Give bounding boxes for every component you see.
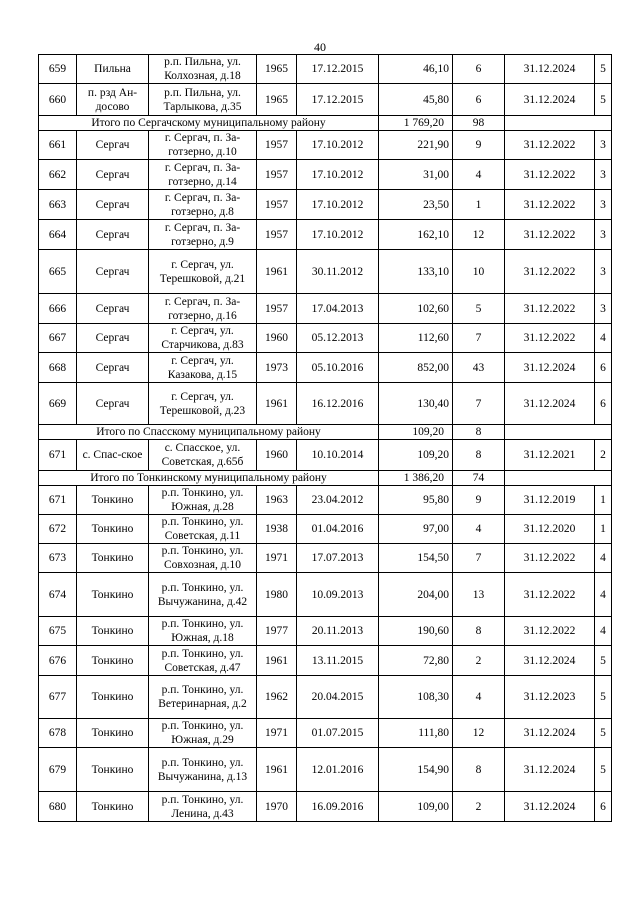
address: г. Сергач, п. За-готзерно, д.14 (149, 160, 257, 190)
address: р.п. Тонкино, ул. Совхозная, д.10 (149, 544, 257, 573)
table-row (39, 160, 612, 190)
stage-number: 1 (595, 486, 612, 515)
address: р.п. Тонкино, ул. Вычужанина, д.42 (149, 573, 257, 617)
deadline-date: 31.12.2024 (505, 353, 595, 383)
stage-number: 5 (595, 646, 612, 676)
subtotal-area: 1 386,20 (379, 471, 453, 486)
recognition-date: 23.04.2012 (297, 486, 379, 515)
build-year: 1965 (257, 84, 297, 116)
table-row (39, 250, 612, 294)
row-number: 667 (39, 324, 77, 353)
address: г. Сергач, ул. Терешковой, д.21 (149, 250, 257, 294)
subtotal-label: Итого по Сергачскому муниципальному району (39, 116, 379, 131)
locality: Тонкино (77, 573, 149, 617)
deadline-date: 31.12.2024 (505, 84, 595, 116)
stage-number: 3 (595, 294, 612, 324)
area-value: 112,60 (379, 324, 453, 353)
deadline-date: 31.12.2024 (505, 646, 595, 676)
residents-count: 4 (453, 160, 505, 190)
residents-count: 7 (453, 383, 505, 425)
area-value: 221,90 (379, 131, 453, 160)
locality: Тонкино (77, 617, 149, 646)
residents-count: 2 (453, 792, 505, 822)
row-number: 661 (39, 131, 77, 160)
locality: Сергач (77, 324, 149, 353)
residents-count: 10 (453, 250, 505, 294)
row-number: 659 (39, 55, 77, 84)
residents-count: 4 (453, 515, 505, 544)
address: р.п. Тонкино, ул. Южная, д.18 (149, 617, 257, 646)
address: г. Сергач, п. За-готзерно, д.8 (149, 190, 257, 220)
subtotal-label: Итого по Спасскому муниципальному району (39, 425, 379, 440)
residents-count: 9 (453, 486, 505, 515)
stage-number: 4 (595, 324, 612, 353)
area-value: 154,90 (379, 748, 453, 792)
address: г. Сергач, п. За-готзерно, д.16 (149, 294, 257, 324)
subtotal-area: 1 769,20 (379, 116, 453, 131)
locality: Сергач (77, 160, 149, 190)
stage-number: 5 (595, 676, 612, 719)
deadline-date: 31.12.2024 (505, 383, 595, 425)
residents-count: 13 (453, 573, 505, 617)
locality: Тонкино (77, 544, 149, 573)
deadline-date: 31.12.2022 (505, 294, 595, 324)
address: р.п. Тонкино, ул. Южная, д.29 (149, 719, 257, 748)
deadline-date: 31.12.2022 (505, 160, 595, 190)
table-row (39, 515, 612, 544)
area-value: 133,10 (379, 250, 453, 294)
area-value: 162,10 (379, 220, 453, 250)
area-value: 97,00 (379, 515, 453, 544)
stage-number: 5 (595, 748, 612, 792)
deadline-date: 31.12.2024 (505, 719, 595, 748)
locality: Сергач (77, 353, 149, 383)
area-value: 102,60 (379, 294, 453, 324)
deadline-date: 31.12.2022 (505, 573, 595, 617)
stage-number: 6 (595, 353, 612, 383)
stage-number: 5 (595, 84, 612, 116)
subtotal-row (39, 116, 612, 131)
recognition-date: 01.07.2015 (297, 719, 379, 748)
address: с. Спасское, ул. Советская, д.65б (149, 440, 257, 471)
stage-number: 3 (595, 190, 612, 220)
build-year: 1961 (257, 748, 297, 792)
deadline-date: 31.12.2024 (505, 55, 595, 84)
address: р.п. Пильна, ул. Тарлыкова, д.35 (149, 84, 257, 116)
area-value: 95,80 (379, 486, 453, 515)
deadline-date: 31.12.2022 (505, 544, 595, 573)
page-number: 40 (314, 40, 326, 54)
table-row (39, 719, 612, 748)
table-row (39, 544, 612, 573)
recognition-date: 17.12.2015 (297, 55, 379, 84)
row-number: 665 (39, 250, 77, 294)
recognition-date: 17.07.2013 (297, 544, 379, 573)
deadline-date: 31.12.2022 (505, 617, 595, 646)
area-value: 109,20 (379, 440, 453, 471)
residents-count: 12 (453, 220, 505, 250)
build-year: 1961 (257, 383, 297, 425)
row-number: 675 (39, 617, 77, 646)
residents-count: 12 (453, 719, 505, 748)
address: р.п. Пильна, ул. Колхозная, д.18 (149, 55, 257, 84)
recognition-date: 30.11.2012 (297, 250, 379, 294)
subtotal-empty (505, 116, 612, 131)
deadline-date: 31.12.2022 (505, 190, 595, 220)
build-year: 1971 (257, 544, 297, 573)
stage-number: 6 (595, 792, 612, 822)
row-number: 662 (39, 160, 77, 190)
deadline-date: 31.12.2022 (505, 131, 595, 160)
build-year: 1957 (257, 294, 297, 324)
row-number: 677 (39, 676, 77, 719)
recognition-date: 05.12.2013 (297, 324, 379, 353)
stage-number: 2 (595, 440, 612, 471)
locality: Пильна (77, 55, 149, 84)
table-row (39, 190, 612, 220)
residents-count: 4 (453, 676, 505, 719)
recognition-date: 20.04.2015 (297, 676, 379, 719)
locality: Сергач (77, 220, 149, 250)
recognition-date: 13.11.2015 (297, 646, 379, 676)
stage-number: 6 (595, 383, 612, 425)
area-value: 109,00 (379, 792, 453, 822)
deadline-date: 31.12.2019 (505, 486, 595, 515)
area-value: 111,80 (379, 719, 453, 748)
subtotal-row (39, 425, 612, 440)
deadline-date: 31.12.2022 (505, 324, 595, 353)
area-value: 154,50 (379, 544, 453, 573)
locality: Тонкино (77, 515, 149, 544)
residents-count: 2 (453, 646, 505, 676)
stage-number: 5 (595, 719, 612, 748)
address: г. Сергач, ул. Терешковой, д.23 (149, 383, 257, 425)
locality: Тонкино (77, 748, 149, 792)
build-year: 1957 (257, 190, 297, 220)
subtotal-row (39, 471, 612, 486)
recognition-date: 17.10.2012 (297, 131, 379, 160)
recognition-date: 17.10.2012 (297, 190, 379, 220)
recognition-date: 17.10.2012 (297, 160, 379, 190)
row-number: 664 (39, 220, 77, 250)
table-row (39, 617, 612, 646)
address: р.п. Тонкино, ул. Советская, д.47 (149, 646, 257, 676)
subtotal-label: Итого по Тонкинскому муниципальному району (39, 471, 379, 486)
residents-count: 7 (453, 544, 505, 573)
locality: Сергач (77, 131, 149, 160)
area-value: 108,30 (379, 676, 453, 719)
area-value: 130,40 (379, 383, 453, 425)
subtotal-count: 8 (453, 425, 505, 440)
housing-register-table (38, 54, 612, 822)
table-row (39, 792, 612, 822)
table-row (39, 383, 612, 425)
residents-count: 1 (453, 190, 505, 220)
row-number: 673 (39, 544, 77, 573)
address: г. Сергач, п. За-готзерно, д.10 (149, 131, 257, 160)
stage-number: 3 (595, 250, 612, 294)
table-row (39, 131, 612, 160)
row-number: 660 (39, 84, 77, 116)
address: г. Сергач, п. За-готзерно, д.9 (149, 220, 257, 250)
residents-count: 7 (453, 324, 505, 353)
address: г. Сергач, ул. Старчикова, д.83 (149, 324, 257, 353)
stage-number: 1 (595, 515, 612, 544)
build-year: 1938 (257, 515, 297, 544)
table-row (39, 353, 612, 383)
locality: Тонкино (77, 646, 149, 676)
recognition-date: 17.12.2015 (297, 84, 379, 116)
stage-number: 5 (595, 55, 612, 84)
recognition-date: 10.10.2014 (297, 440, 379, 471)
deadline-date: 31.12.2022 (505, 220, 595, 250)
area-value: 190,60 (379, 617, 453, 646)
recognition-date: 10.09.2013 (297, 573, 379, 617)
table-row (39, 486, 612, 515)
subtotal-count: 98 (453, 116, 505, 131)
deadline-date: 31.12.2022 (505, 250, 595, 294)
table-row (39, 676, 612, 719)
recognition-date: 05.10.2016 (297, 353, 379, 383)
stage-number: 4 (595, 617, 612, 646)
recognition-date: 17.10.2012 (297, 220, 379, 250)
table-row (39, 55, 612, 84)
subtotal-area: 109,20 (379, 425, 453, 440)
residents-count: 6 (453, 55, 505, 84)
locality: Тонкино (77, 792, 149, 822)
table-row (39, 440, 612, 471)
deadline-date: 31.12.2021 (505, 440, 595, 471)
address: р.п. Тонкино, ул. Советская, д.11 (149, 515, 257, 544)
residents-count: 9 (453, 131, 505, 160)
build-year: 1961 (257, 250, 297, 294)
locality: Тонкино (77, 486, 149, 515)
locality: с. Спас-ское (77, 440, 149, 471)
address: г. Сергач, ул. Казакова, д.15 (149, 353, 257, 383)
build-year: 1977 (257, 617, 297, 646)
recognition-date: 16.12.2016 (297, 383, 379, 425)
address: р.п. Тонкино, ул. Ленина, д.43 (149, 792, 257, 822)
build-year: 1973 (257, 353, 297, 383)
locality: Сергач (77, 383, 149, 425)
recognition-date: 16.09.2016 (297, 792, 379, 822)
row-number: 674 (39, 573, 77, 617)
residents-count: 8 (453, 617, 505, 646)
recognition-date: 17.04.2013 (297, 294, 379, 324)
stage-number: 4 (595, 573, 612, 617)
address: р.п. Тонкино, ул. Вычужанина, д.13 (149, 748, 257, 792)
address: р.п. Тонкино, ул. Южная, д.28 (149, 486, 257, 515)
area-value: 72,80 (379, 646, 453, 676)
table-row (39, 748, 612, 792)
subtotal-count: 74 (453, 471, 505, 486)
address: р.п. Тонкино, ул. Ветеринарная, д.2 (149, 676, 257, 719)
deadline-date: 31.12.2023 (505, 676, 595, 719)
row-number: 666 (39, 294, 77, 324)
stage-number: 4 (595, 544, 612, 573)
row-number: 680 (39, 792, 77, 822)
residents-count: 8 (453, 440, 505, 471)
locality: Сергач (77, 190, 149, 220)
build-year: 1965 (257, 55, 297, 84)
residents-count: 8 (453, 748, 505, 792)
recognition-date: 12.01.2016 (297, 748, 379, 792)
build-year: 1957 (257, 160, 297, 190)
area-value: 204,00 (379, 573, 453, 617)
area-value: 46,10 (379, 55, 453, 84)
build-year: 1963 (257, 486, 297, 515)
residents-count: 6 (453, 84, 505, 116)
subtotal-empty (505, 425, 612, 440)
table-row (39, 84, 612, 116)
stage-number: 3 (595, 220, 612, 250)
locality: Тонкино (77, 676, 149, 719)
row-number: 676 (39, 646, 77, 676)
locality: Сергач (77, 294, 149, 324)
area-value: 31,00 (379, 160, 453, 190)
row-number: 669 (39, 383, 77, 425)
recognition-date: 20.11.2013 (297, 617, 379, 646)
subtotal-empty (505, 471, 612, 486)
area-value: 23,50 (379, 190, 453, 220)
locality: Сергач (77, 250, 149, 294)
deadline-date: 31.12.2024 (505, 748, 595, 792)
table-row (39, 220, 612, 250)
row-number: 671 (39, 486, 77, 515)
table-row (39, 294, 612, 324)
row-number: 679 (39, 748, 77, 792)
build-year: 1960 (257, 440, 297, 471)
row-number: 668 (39, 353, 77, 383)
locality: п. рзд Ан-досово (77, 84, 149, 116)
table-row (39, 324, 612, 353)
deadline-date: 31.12.2024 (505, 792, 595, 822)
build-year: 1970 (257, 792, 297, 822)
row-number: 672 (39, 515, 77, 544)
row-number: 663 (39, 190, 77, 220)
table-row (39, 646, 612, 676)
build-year: 1960 (257, 324, 297, 353)
build-year: 1962 (257, 676, 297, 719)
build-year: 1971 (257, 719, 297, 748)
area-value: 852,00 (379, 353, 453, 383)
locality: Тонкино (77, 719, 149, 748)
stage-number: 3 (595, 160, 612, 190)
build-year: 1957 (257, 220, 297, 250)
stage-number: 3 (595, 131, 612, 160)
row-number: 671 (39, 440, 77, 471)
build-year: 1980 (257, 573, 297, 617)
table-row (39, 573, 612, 617)
residents-count: 43 (453, 353, 505, 383)
residents-count: 5 (453, 294, 505, 324)
deadline-date: 31.12.2020 (505, 515, 595, 544)
recognition-date: 01.04.2016 (297, 515, 379, 544)
row-number: 678 (39, 719, 77, 748)
area-value: 45,80 (379, 84, 453, 116)
build-year: 1961 (257, 646, 297, 676)
build-year: 1957 (257, 131, 297, 160)
